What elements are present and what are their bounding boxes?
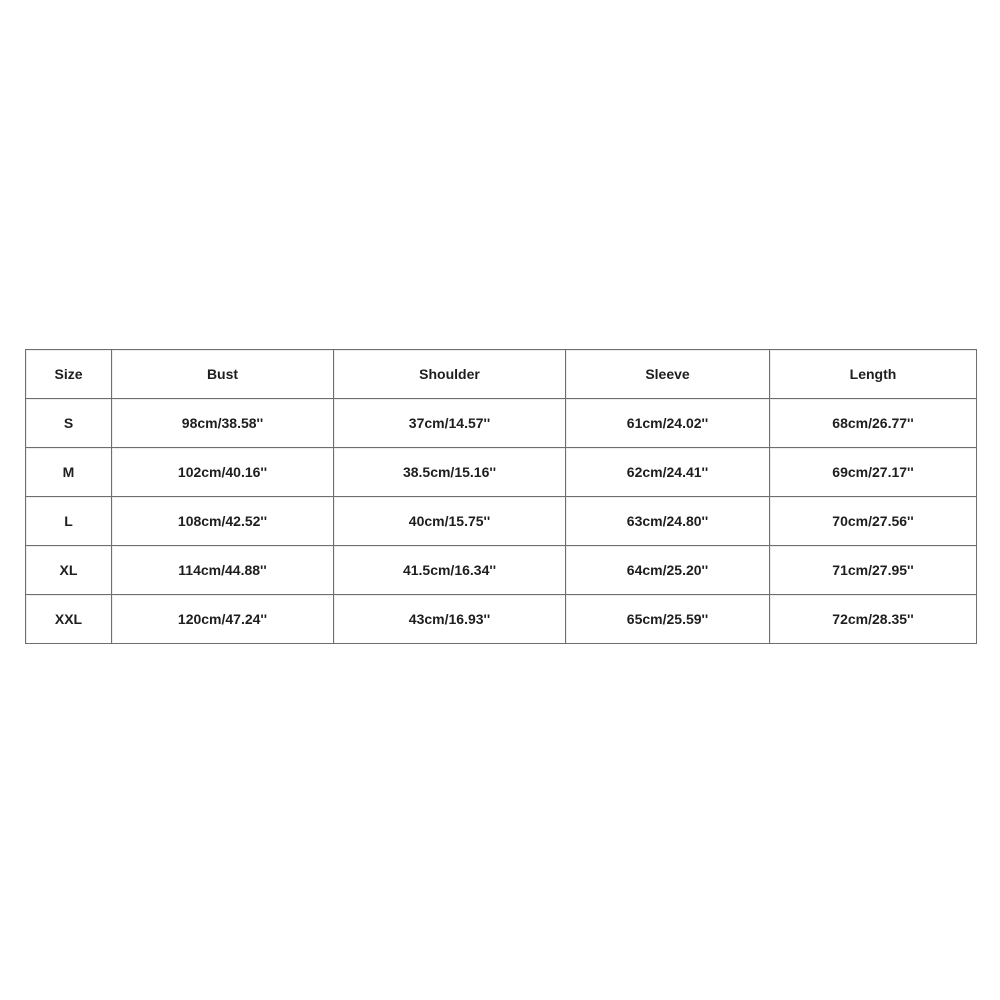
shoulder-cell: 40cm/15.75'': [334, 497, 566, 546]
header-bust: Bust: [112, 350, 334, 399]
shoulder-cell: 43cm/16.93'': [334, 595, 566, 643]
header-row: [26, 350, 976, 399]
bust-cell: 114cm/44.88'': [112, 546, 334, 595]
bust-cell: 98cm/38.58'': [112, 399, 334, 448]
header-sleeve: Sleeve: [566, 350, 770, 399]
shoulder-cell: 41.5cm/16.34'': [334, 546, 566, 595]
table-row: [26, 497, 976, 546]
length-cell: 69cm/27.17'': [770, 448, 976, 497]
table-row: [26, 546, 976, 595]
sleeve-cell: 64cm/25.20'': [566, 546, 770, 595]
bust-cell: 108cm/42.52'': [112, 497, 334, 546]
length-cell: 72cm/28.35'': [770, 595, 976, 643]
size-cell: XXL: [26, 595, 112, 643]
bust-cell: 102cm/40.16'': [112, 448, 334, 497]
size-cell: XL: [26, 546, 112, 595]
sleeve-cell: 62cm/24.41'': [566, 448, 770, 497]
header-size: Size: [26, 350, 112, 399]
length-cell: 70cm/27.56'': [770, 497, 976, 546]
table-row: [26, 448, 976, 497]
size-cell: M: [26, 448, 112, 497]
header-shoulder: Shoulder: [334, 350, 566, 399]
sleeve-cell: 65cm/25.59'': [566, 595, 770, 643]
size-cell: S: [26, 399, 112, 448]
header-length: Length: [770, 350, 976, 399]
shoulder-cell: 37cm/14.57'': [334, 399, 566, 448]
table-row: [26, 595, 976, 643]
length-cell: 71cm/27.95'': [770, 546, 976, 595]
table-row: [26, 399, 976, 448]
length-cell: 68cm/26.77'': [770, 399, 976, 448]
shoulder-cell: 38.5cm/15.16'': [334, 448, 566, 497]
sleeve-cell: 61cm/24.02'': [566, 399, 770, 448]
size-chart-table: [25, 349, 977, 644]
sleeve-cell: 63cm/24.80'': [566, 497, 770, 546]
bust-cell: 120cm/47.24'': [112, 595, 334, 643]
size-cell: L: [26, 497, 112, 546]
